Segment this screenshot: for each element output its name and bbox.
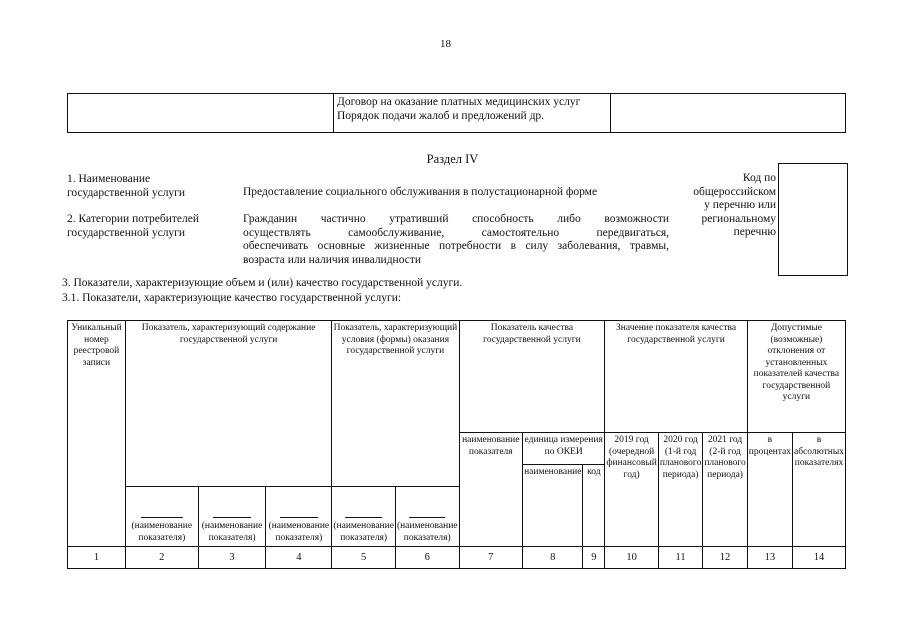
header-unit-code: код xyxy=(583,465,605,547)
sub-condition-indicator-2: (наименование показателя) xyxy=(395,487,459,547)
header-allowed-deviation: Допустимые (возможные) отклонения от установленных показателей качества государственной услуги xyxy=(747,321,845,433)
sub-content-indicator-1: (наименование показателя) xyxy=(125,487,198,547)
consumer-category-value xyxy=(243,213,669,267)
column-number: 10 xyxy=(605,547,659,569)
code-label xyxy=(676,172,776,240)
header-unique-number: Уникальный номер реестровой записи xyxy=(68,321,126,547)
document-line: Порядок подачи жалоб и предложений др. xyxy=(337,110,545,122)
column-number: 12 xyxy=(703,547,747,569)
point-3-1-text: 3.1. Показатели, характеризующие качество государственной услуги: xyxy=(62,292,402,304)
sub-content-indicator-3: (наименование показателя) xyxy=(266,487,332,547)
header-unit-name: наименование xyxy=(523,465,583,547)
code-label-line: региональному xyxy=(701,212,776,225)
header-quality-indicator: Показатель качества государственной услуги xyxy=(459,321,605,433)
code-label-line: у перечню или xyxy=(704,199,776,211)
document-line: Договор на оказание платных медицинских услуг xyxy=(337,96,581,108)
header-unit-okei: единица измерения по ОКЕИ xyxy=(523,433,605,465)
header-conditions-indicator: Показатель, характеризующий условия (формы) оказания государственной услуги xyxy=(332,321,459,487)
category-line: возраста или наличия инвалидности xyxy=(243,253,422,266)
section-title: Раздел IV xyxy=(426,152,479,166)
service-name-value: Предоставление социального обслуживания в полустационарной форме xyxy=(243,186,598,198)
column-number: 13 xyxy=(747,547,792,569)
header-content-indicator: Показатель, характеризующий содержание государственной услуги xyxy=(125,321,331,487)
header-deviation-percent: в процентах xyxy=(747,433,792,547)
column-number: 7 xyxy=(459,547,523,569)
column-number: 11 xyxy=(658,547,702,569)
column-number: 2 xyxy=(125,547,198,569)
category-line: осуществлять самообслуживание, самостоятельно передвигаться, xyxy=(243,226,669,239)
sub-content-indicator-2: (наименование показателя) xyxy=(198,487,266,547)
page-number: 18 xyxy=(440,38,451,50)
column-number: 6 xyxy=(395,547,459,569)
empty-cell xyxy=(611,94,846,133)
column-number: 9 xyxy=(583,547,605,569)
point-3-text: 3. Показатели, характеризующие объем и (или) качество государственной услуги. xyxy=(62,277,463,289)
sub-condition-indicator-1: (наименование показателя) xyxy=(332,487,396,547)
header-year-2020: 2020 год (1-й год планового периода) xyxy=(658,433,702,547)
header-indicator-name: наименование показателя xyxy=(459,433,523,547)
column-number: 5 xyxy=(332,547,396,569)
header-year-2021: 2021 год (2-й год планового периода) xyxy=(703,433,747,547)
label-line: государственной услуги xyxy=(67,226,186,239)
label-line: государственной услуги xyxy=(67,186,186,199)
label-line: 2. Категории потребителей xyxy=(67,213,199,225)
column-number: 8 xyxy=(523,547,583,569)
header-indicator-value: Значение показателя качества государственной услуги xyxy=(605,321,747,433)
column-number: 1 xyxy=(68,547,126,569)
empty-cell xyxy=(68,94,334,133)
code-label-line: Код по xyxy=(742,172,776,184)
code-label-line: общероссийском xyxy=(693,185,776,198)
category-line: Гражданин частично утративший способность либо возможности xyxy=(243,213,669,225)
document-list-cell xyxy=(334,94,611,133)
consumer-category-label xyxy=(67,213,199,240)
code-box xyxy=(778,163,848,276)
label-line: 1. Наименование xyxy=(67,173,151,185)
quality-indicators-table xyxy=(67,320,846,569)
column-number: 4 xyxy=(266,547,332,569)
header-deviation-absolute: в абсолютных показателях xyxy=(792,433,845,547)
column-number: 14 xyxy=(792,547,845,569)
previous-section-table xyxy=(67,93,846,133)
service-name-label xyxy=(67,173,185,200)
header-year-2019: 2019 год (очередной финансовый год) xyxy=(605,433,659,547)
code-label-line: перечню xyxy=(733,226,776,238)
category-line: обеспечивать основные жизненные потребности в силу заболевания, травмы, xyxy=(243,240,669,252)
column-number: 3 xyxy=(198,547,266,569)
